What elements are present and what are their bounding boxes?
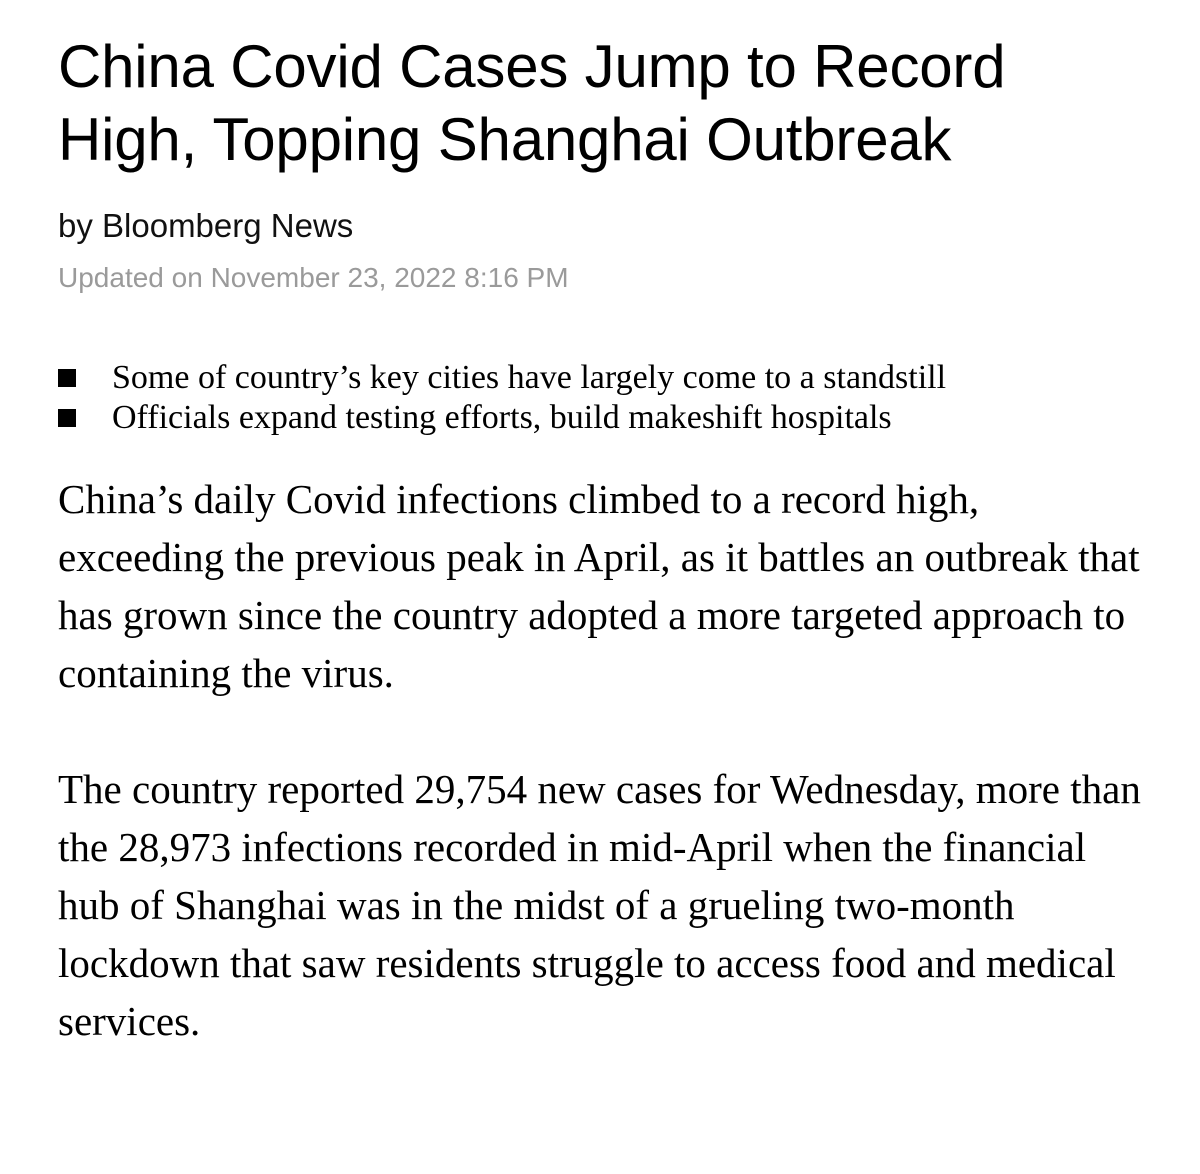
square-bullet-icon [58,369,76,387]
article-byline[interactable]: by Bloomberg News [58,207,354,244]
article [58,30,1178,1050]
summary-bullet-text: Officials expand testing efforts, build makeshift hospitals [112,399,892,436]
article-headline: China Covid Cases Jump to Record High, Topping Shanghai Outbreak [58,33,1006,173]
article-paragraph: The country reported 29,754 new cases for Wednesday, more than the 28,973 infections recorded in mid-April when the financial hub of Shanghai was in the midst of a grueling two-month lockdown that saw residents struggle to access food and medical services. [58,766,1141,1044]
article-updated-timestamp: Updated on November 23, 2022 8:16 PM [58,262,569,293]
summary-bullet-text: Some of country’s key cities have largely come to a standstill [112,359,947,396]
square-bullet-icon [58,409,76,427]
article-paragraph: China’s daily Covid infections climbed to a record high, exceeding the previous peak in April, as it battles an outbreak that has grown since the country adopted a more targeted approach to containing the virus. [58,476,1140,696]
summary-bullet-item [58,398,1178,438]
summary-bullet-item [58,358,1178,398]
article-summary-bullets [58,358,1178,438]
